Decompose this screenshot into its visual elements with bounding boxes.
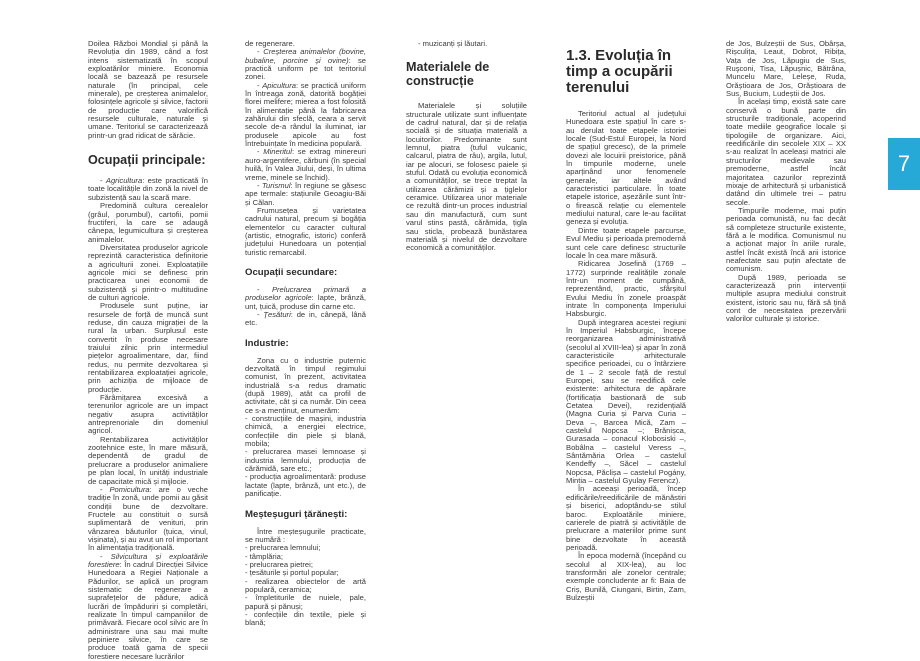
text-column-4 bbox=[566, 40, 686, 602]
paragraph: După 1989, perioada se caracterizează prin intervenții multiple asupra mediului construit existent, istoric sau nu, fără să țină cont de necesitatea prezervării valorilor culturale și istorice. bbox=[726, 272, 846, 324]
paragraph: În același timp, există sate care conservă o bună parte din structurile tradiționale, acoperind toate mediile geografice locale și tipologiile de organizare. Aici, reedificările din secolele XIX – XX s-au realizat în aceleași matrici ale structurilor medievale sau premoderne, astfel încât majoritatea cazurilor reprezintă mixaje de arhitectură și urbanistică datând din ultimele trei – patru secole. bbox=[726, 97, 846, 207]
text-column-5 bbox=[726, 40, 846, 324]
paragraph: Materialele și soluțiile structurale utilizate sunt influențate de cadrul natural, dar și de relația socială și de situația materială a locuitorilor. Predominante sunt lemnul, piatra (tuful vulcanic, calcarul, piatra de râu), argila, lutul, iar pe alocuri, se folosesc paiele și stuful. Odată cu evoluția economică a comunităților, se trece treptat la utilizarea cărămizii și a țiglelor ceramice. Utilizarea unor materiale ce rezultă dintr-un proces industrial sau din manufactură, cum sunt varul stins pastă, cărămida, țigla sau sticla, probează bunăstarea materială și nivelul de dezvoltare economică a comunităților. bbox=[406, 101, 527, 253]
list-item: - tâmplăria; bbox=[245, 551, 283, 561]
paragraph: - Turismul: în regiune se găsesc ape termale: stațiunile Geoagiu-Băi și Călan. bbox=[245, 180, 367, 207]
term-text: : În cadrul Direcției Silvice Hunedoara a Regiei Naționale a Pădurilor, se aplică un program sistematic de regenerare a suprafețelor de pădure, adică lucrări de împăduriri și completări, realizate în timpul campaniilor de primăvară. Fiecare ocol silvic are în administrare una sau mai multe pepiniere silvice, în care se produce toată gama de specii forestiere necesare lucrărilor bbox=[88, 559, 208, 661]
section-heading-main-occupations: Ocupații principale: bbox=[88, 153, 206, 168]
paragraph: Timpurile moderne, mai puțin perioada comunistă, nu fac decât să completeze structurile existente, fără a le modifica. Comunismul nu a acționat major în ariile rurale, astfel încât există încă arii istorice neafectate sau puțin afectate de comunism. bbox=[726, 205, 846, 274]
term-label: Mineritul bbox=[263, 147, 292, 157]
term-label: Țesături bbox=[263, 309, 291, 319]
term-label: Pomicultura bbox=[109, 484, 150, 494]
paragraph: - Apicultura: se practică uniform în întreaga zonă, datorită bogăției florei melifere; mierea a fost folosită în alimentație până la fabricarea zahărului din sfeclă, ceara a servit secole de-a rândul la iluminat, iar produsele apicole au fost întrebuințate în medicina populară. bbox=[245, 80, 367, 149]
paragraph: - Prelucrarea primară a produselor agricole: lapte, brânză, unt, țuică, produse din carne etc. bbox=[245, 284, 367, 311]
paragraph: Frumusețea și varietatea cadrului natural, precum și bogăția elementelor cu caracter cultural (artistic, etnografic, istoric) conferă județului Hunedoara un potențial turistic remarcabil. bbox=[245, 205, 366, 257]
paragraph: Ridicarea Josefină (1769 – 1772) surprinde realitățile zonale într-un moment de cumpănă, reprezentând, practic, sfârșitul Evului Mediu în zonele proaspăt intrate în componența Imperiului Habsburgic. bbox=[566, 259, 686, 319]
list-item: - prelucrarea masei lemnoase și industria lemnului, producția de cărămidă, sare etc.; bbox=[245, 447, 366, 474]
paragraph: Diversitatea produselor agricole reprezintă caracteristica definitorie a agriculturii zonei. Exploatațiile agricole mici se definesc prin practicarea unei economii de subzistență și printr-o multitudine de culturi agricole. bbox=[88, 242, 208, 302]
paragraph: Între meșteșugurile practicate, se numără : bbox=[245, 526, 366, 544]
paragraph: - Creșterea animalelor (bovine, bubaline, porcine și ovine): se practică uniform pe tot teritoriul zonei. bbox=[245, 47, 367, 82]
term-text: : se practică uniform pe tot teritoriul zonei. bbox=[245, 55, 366, 82]
term-text: : se practică uniform în întreaga zonă, datorită bogăției florei melifere; mierea a fost folosită în alimentație până la fabricarea zahărului din sfeclă, ceara a servit secole de-a rândul la iluminat, iar produsele apicole au fost întrebuințate în medicina populară. bbox=[245, 80, 367, 149]
text-column-1 bbox=[88, 40, 208, 661]
term-text: : în regiune se găsesc ape termale: stațiunile Geoagiu-Băi și Călan. bbox=[245, 180, 367, 207]
section-heading-secondary-occupations: Ocupații secundare: bbox=[245, 266, 338, 278]
paragraph: În aceeași perioadă, încep edificările/reedificările de mănăstiri și biserici, adoptându-se stilul baroc. Exploatările miniere, carierele de piatră și activitățile de prelucrare a materiilor prime sunt bine dezvoltate în această perioadă. bbox=[566, 484, 686, 552]
text-column-2 bbox=[245, 40, 366, 628]
paragraph: - Pomicultura: are o veche tradiție în zonă, unde pomii au găsit condiții bune de dezvoltare. Fructele au constituit o sursă suplimentară de venituri, prin vânzarea băuturilor (țuica, vinul, vișinata), și au avut un rol important în alimentația tradițională. bbox=[88, 484, 208, 553]
chapter-tab: 7 bbox=[888, 138, 920, 190]
paragraph: - Silvicultura și exploatările forestiere: În cadrul Direcției Silvice Hunedoara a Regiei Naționale a Pădurilor, se aplică un program sistematic de regenerare a suprafețelor de pădure, adică lucrări de împăduriri și completări, realizate în timpul campaniilor de primăvară. Fiecare ocol silvic are în administrare una sau mai multe pepiniere silvice, în care se produce toată gama de specii forestiere necesare lucrărilor bbox=[88, 551, 208, 661]
term-text: : se extrag minereuri auro-argentifere, cărbuni (în special huilă, în Valea Jiului, deși, în ultima vreme, minele se închid). bbox=[245, 147, 366, 182]
paragraph: Teritoriul actual al județului Hunedoara este spațiul în care s-au derulat toate etapele istoriei locale (Sud-Estul Europei, la Nord de spațiul grecesc), de la primele dovezi ale locuirii preistorice, până în timpurile moderne, unele aparținând unor fenomenele generale, iar altele având caracteristici particulare. În toate etapele istorice, așezările sunt într-o firească relație cu elementele mediului natural, care le-au facilitat geneza și evoluția. bbox=[566, 109, 686, 227]
paragraph: - Țesături: de in, cânepă, lână etc. bbox=[245, 309, 366, 328]
list-item: - confecțiile din textile, piele și blană; bbox=[245, 609, 366, 628]
term-label: Apicultura bbox=[262, 80, 296, 90]
paragraph: Zona cu o industrie puternic dezvoltată în timpul regimului comunist, în prezent, activitatea industrială s-a redus dramatic (după 1989), atât ca profil de activitate, cât și ca număr. Din ceea ce s-a menținut, enumerăm: bbox=[245, 355, 366, 415]
term-label: Prelucrarea primară a produselor agricole bbox=[245, 284, 367, 303]
section-heading-industry: Industrie: bbox=[245, 337, 289, 349]
paragraph: Doilea Război Mondial și până la Revoluția din 1989, când a fost intens sistematizată în scopul exploatărilor miniere. Economia locală se bazează pe resursele naturale (în principal, cele minerale), pe creșterea animalelor, folosințele agricole și silvice, factorii de producție care valorifică resursele culturale, naturale și umane. Teritoriul se caracterizează printr-un grad ridicat de sărăcie. bbox=[88, 39, 208, 140]
list-item: - țesăturile și portul popular; bbox=[245, 568, 339, 578]
paragraph: Predomină cultura cerealelor (grâul, porumbul), cartofii, pomii fructiferi, la care se adaugă cânepa, legumicultura și creșterea animalelor. bbox=[88, 201, 208, 244]
paragraph: de Jos, Bulzeștii de Sus, Obârșa, Rișculița, Leaut, Dobrot, Ribița, Vața de Jos, Lăpugiu de Sus, Ruşconi, Tisa, Lăpușnic, Bătrâna, Muncelu Mare, Leleșe, Ruda, Orăștioara de Jos, Orăștioara de Sus, Bucium, Ludeștii de Jos. bbox=[726, 39, 846, 99]
paragraph: După integrarea acestei regiuni în Imperiul Habsburgic, începe reorganizarea administrativă (secolul al XVIII-lea) și apar în zonă caracteristicile arhitecturale specifice perioadei, cu o întârziere de 1 – 2 secole față de restul Europei, sau se reedifică cele existente: arhitectura de apărare (fortificația bastionară de sub Cetatea Devei), rezidențială (Magna Curia și Parva Curia – Deva –, Barcea Mică, Zam – castelul Nopcsa –; Brănișca, Gurasada – conacul Klobosiski –, Bobâlna – castelul Veress –, Sântămăria Orlea – castelul Kendeffy –, Săcel – castelul Nopcsa, Păclișa – castelul Pogány, Mintia – castelul Gyulay Ferencz). bbox=[566, 317, 686, 486]
text-column-3 bbox=[406, 40, 527, 253]
term-label: Silvicultura și exploatările forestiere bbox=[88, 551, 208, 569]
list-item: - prelucrarea lemnului; bbox=[245, 543, 321, 553]
term-text: : lapte, brânză, unt, țuică, produse din carne etc. bbox=[245, 293, 366, 311]
paragraph: Fărâmițarea excesivă a terenurilor agricole are un impact negativ asupra activităților antreprenoriale din domeniul agricol. bbox=[88, 393, 208, 436]
list-item: - prelucrarea pietrei; bbox=[245, 559, 313, 569]
section-heading-crafts: Meșteșuguri țărănești: bbox=[245, 508, 348, 520]
list-item: - producția agroalimentară: produse lactate (lapte, brânză, unt etc.), de panificație. bbox=[245, 472, 366, 499]
term-label: Agricultura bbox=[105, 176, 143, 186]
list-item: - construcțiile de mașini, industria chimică, a energiei electrice, confecțiile din piele și blană, mobila; bbox=[245, 414, 366, 449]
section-heading-building-materials: Materialele de construcție bbox=[406, 60, 490, 89]
term-text: : de in, cânepă, lână etc. bbox=[245, 309, 366, 328]
list-item: - împletiturile de nuiele, pale, papură și pănuși; bbox=[245, 593, 366, 611]
paragraph: - Agricultura: este practicată în toate localitățile din zonă la nivel de subzistență sau la scară mare. bbox=[88, 176, 208, 202]
list-item: - realizarea obiectelor de artă populară, ceramica; bbox=[245, 576, 366, 594]
term-text: : este practicată în toate localitățile din zonă la nivel de subzistență sau la scară mare. bbox=[88, 176, 208, 202]
paragraph: de regenerare. bbox=[245, 39, 295, 48]
list-item: - muzicanți și lăutari. bbox=[418, 39, 488, 48]
paragraph: Dintre toate etapele parcurse, Evul Mediu și perioada premodernă sunt cele care definesc structurile locale în cea mare măsură. bbox=[566, 225, 686, 260]
term-label: Creșterea animalelor (bovine, bubaline, porcine și ovine) bbox=[245, 47, 367, 65]
chapter-heading: 1.3. Evoluția în timp a ocupării terenului bbox=[566, 47, 673, 96]
paragraph: Produsele sunt puține, iar resursele de forță de muncă sunt reduse, din cauza migrației de la rural la urban. Surplusul este convertit în produse necesare traiului zilnic prin intermediul piețelor agroalimentare, dar, fiind redus, nu permite dezvoltarea și rentabilizarea exploatației agricole, prin achiziția de mijloace de producție. bbox=[88, 301, 208, 394]
paragraph: În epoca modernă (începând cu secolul al XIX-lea), au loc transformări ale zonelor centrale; exemple concludente ar fi: Baia de Criș, Bunilă, Ciungani, Birtin, Zam, Bulzeștii bbox=[566, 551, 686, 602]
paragraph: Rentabilizarea activităților zootehnice este, în mare măsură, dependentă de gradul de prelucrare a produselor animaliere pe plan local, în unități industriale de capacitate mică și mijlocie. bbox=[88, 434, 208, 486]
term-text: : are o veche tradiție în zonă, unde pomii au găsit condiții bune de dezvoltare. Fructele au constituit o sursă suplimentară de venituri, prin vânzarea băuturilor (țuica, vinul, vișinata), și au avut un rol important în alimentația tradițională. bbox=[88, 484, 208, 553]
paragraph: - Mineritul: se extrag minereuri auro-argentifere, cărbuni (în special huilă, în Valea Jiului, deși, în ultima vreme, minele se închid). bbox=[245, 147, 366, 182]
term-label: Turismul bbox=[261, 180, 291, 190]
